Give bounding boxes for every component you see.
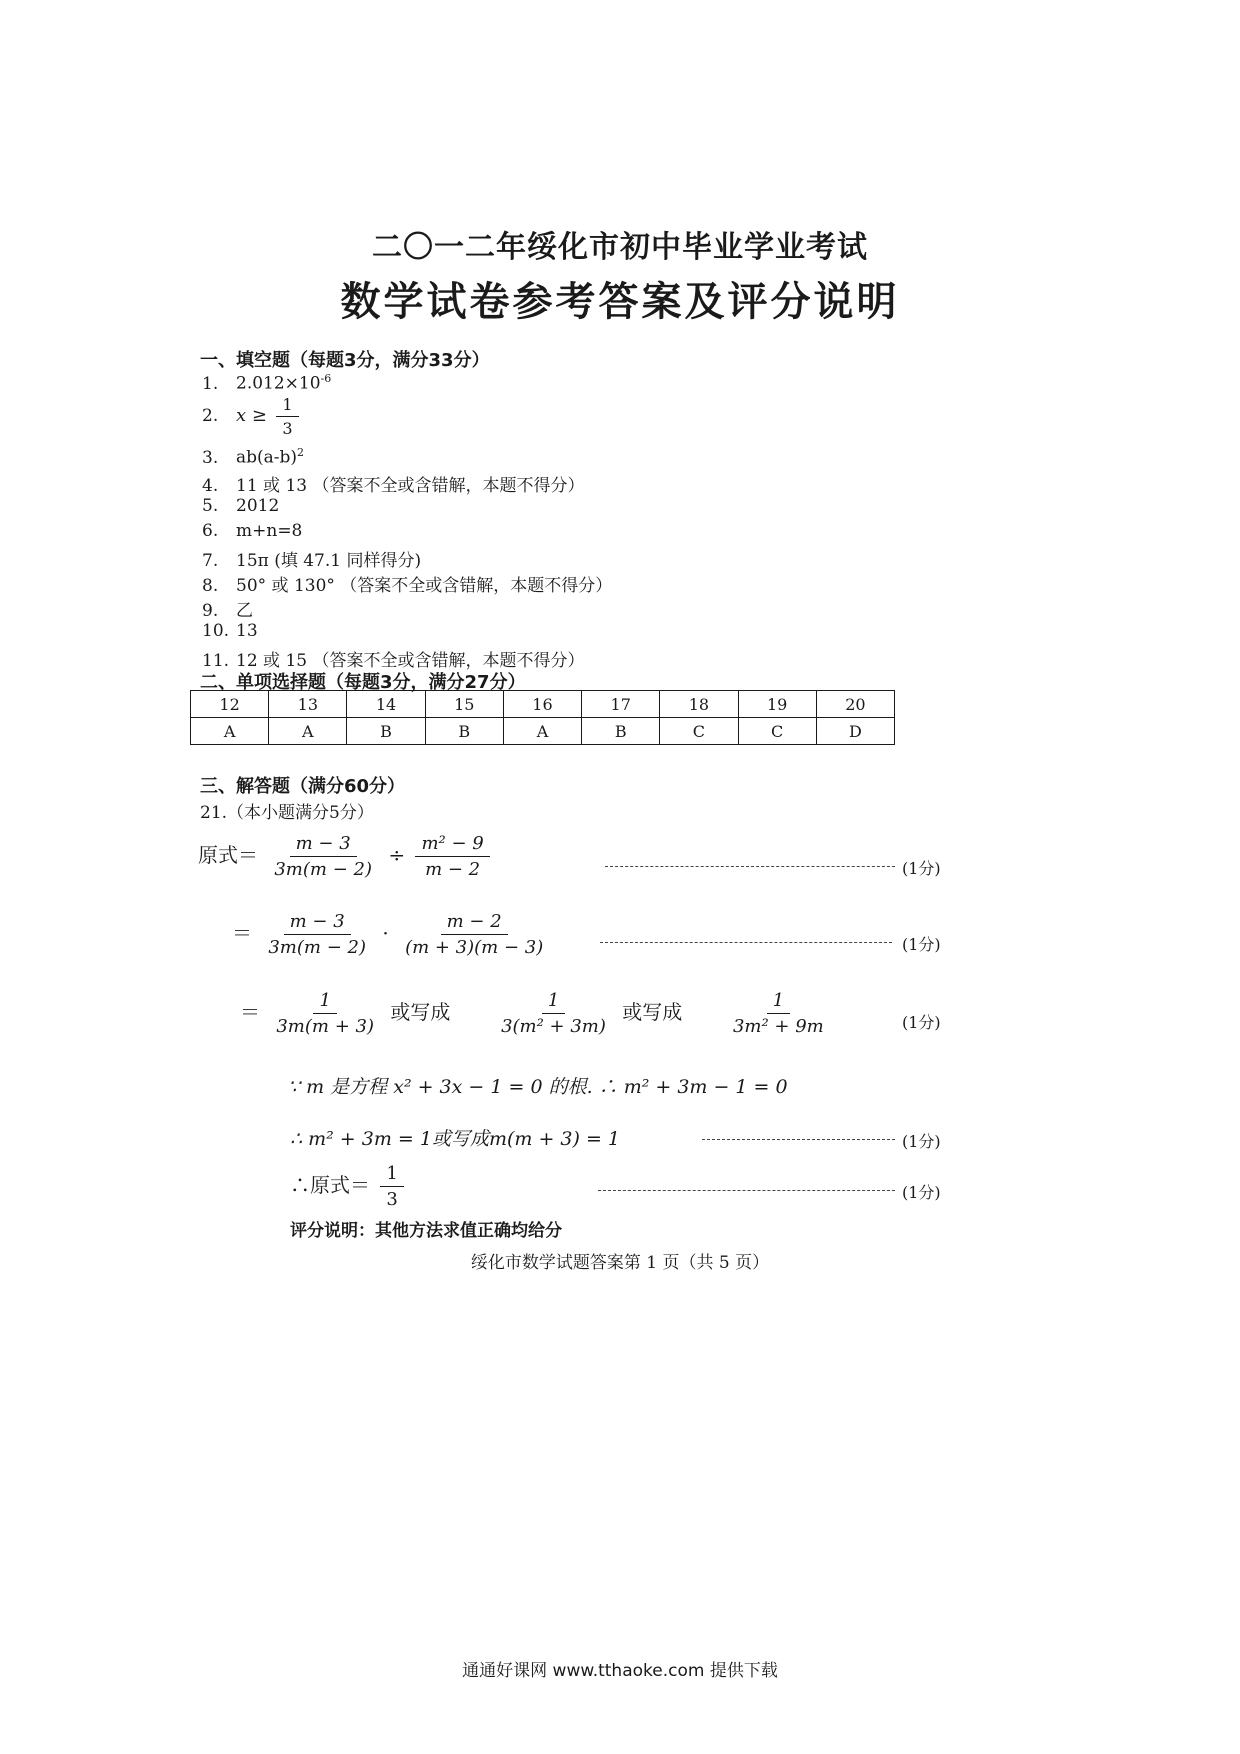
list-item: 5. 2012 (202, 496, 280, 516)
table-cell: 19 (738, 691, 816, 718)
solution-step-1: 原式＝ $\frac{m - 3}{3m(m - 2)}$ ÷ $\frac{\text{m² − 9}}{m - 2}$ (198, 833, 494, 880)
exam-title: 二〇一二年绥化市初中毕业学业考试 (372, 230, 868, 265)
table-cell: A (503, 718, 581, 745)
list-item: 4. 11 或 13 （答案不全或含错解，本题不得分） (202, 476, 585, 496)
solution-step-3: ＝ $\frac{1}{3m(m + 3)}$ 或写成 $\frac{1}{\text{3(m² + 3m)}}$ 或写成 $\frac{1}{\text{3m² + 9m}}$ (240, 990, 824, 1037)
table-cell: 20 (816, 691, 894, 718)
root-condition: ∵ m 是方程 x² + 3x − 1 = 0 的根. ∴ m² + 3m − 1 = 0 (288, 1076, 788, 1098)
scoring-note: 评分说明：其他方法求值正确均给分 (290, 1221, 562, 1241)
score-label: (1分) (902, 1183, 941, 1202)
table-cell: 14 (347, 691, 425, 718)
final-result: ∴原式＝ $\frac{1}{3}$ (290, 1163, 408, 1210)
table-cell: 18 (660, 691, 738, 718)
document-title: 数学试卷参考答案及评分说明 (340, 278, 900, 325)
table-cell: C (738, 718, 816, 745)
table-cell: 16 (503, 691, 581, 718)
table-cell: B (425, 718, 503, 745)
dashed-leader (702, 1139, 895, 1140)
table-cell: 15 (425, 691, 503, 718)
list-item: 10. 13 (202, 621, 258, 641)
list-item: 9. 乙 (202, 601, 253, 621)
solution-step-2: ＝ $\frac{m - 3}{3m(m - 2)}$ · $\frac{m - 2}{(m + 3)(m - 3)}$ (232, 911, 544, 958)
table-cell: A (191, 718, 269, 745)
table-cell: 13 (269, 691, 347, 718)
section1-heading: 一、填空题（每题3分，满分33分） (200, 350, 490, 371)
list-item: 6. m+n=8 (202, 521, 303, 541)
score-label: (1分) (902, 1132, 941, 1151)
dashed-leader (605, 866, 895, 867)
score-label: (1分) (902, 1013, 941, 1032)
site-footer: 通通好课网 www.tthaoke.com 提供下载 (462, 1661, 778, 1681)
table-cell: A (269, 718, 347, 745)
list-item: 1. $2.012\times 10^{-6}$ (202, 372, 332, 394)
table-cell: B (582, 718, 660, 745)
substitution-line: ∴ m² + 3m = 1或写成m(m + 3) = 1 (290, 1128, 620, 1150)
answer-table (190, 690, 895, 745)
list-item: 11. 12 或 15 （答案不全或含错解，本题不得分） (202, 651, 585, 671)
dashed-leader (598, 1190, 895, 1191)
table-cell: D (816, 718, 894, 745)
section3-heading: 三、解答题（满分60分） (200, 776, 406, 797)
table-row (191, 718, 895, 745)
table-cell: C (660, 718, 738, 745)
score-label: (1分) (902, 859, 941, 878)
list-item: 8. 50° 或 130° （答案不全或含错解，本题不得分） (202, 576, 613, 596)
table-cell: 17 (582, 691, 660, 718)
table-cell: B (347, 718, 425, 745)
table-cell: 12 (191, 691, 269, 718)
question21-heading: 21.（本小题满分5分） (200, 803, 374, 823)
list-item: 3. $ab(a-b)^2$ (202, 446, 305, 468)
section2-heading: 二、单项选择题（每题3分，满分27分） (200, 672, 526, 693)
dashed-leader (600, 942, 892, 943)
table-row (191, 691, 895, 718)
list-item: 7. 15π (填 47.1 同样得分) (202, 551, 422, 571)
list-item: 2. x ≥ $\frac{1}{3}$ (202, 395, 303, 438)
page-footer: 绥化市数学试题答案第 1 页（共 5 页） (470, 1253, 770, 1273)
score-label: (1分) (902, 935, 941, 954)
